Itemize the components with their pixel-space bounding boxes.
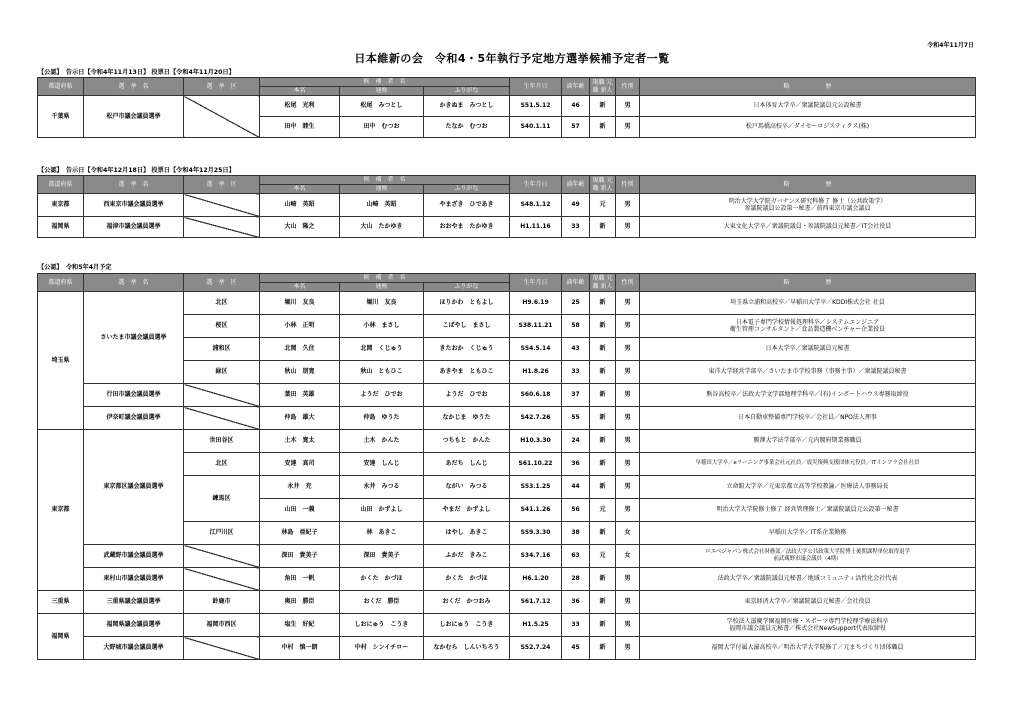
birth-cell: H6.1.20 [510,568,562,591]
candidate-table [37,175,976,238]
tsusho-cell: 安達 しんじ [340,453,424,476]
career-cell: 早稲田大学卒／IT系企業勤務 [640,522,976,545]
age-cell: 55 [562,407,590,430]
document-date: 令和4年11月7日 [927,42,974,49]
gender-cell: 男 [616,217,640,238]
furigana-cell: なかむら しんいちろう [424,637,510,660]
gender-cell: 男 [616,117,640,138]
name-cell: 林島 亜紀子 [260,522,340,545]
birth-cell: S34.7.16 [510,545,562,568]
age-cell: 33 [562,614,590,637]
district-cell-empty [184,384,260,407]
tsusho-cell: 深田 貴美子 [340,545,424,568]
tsusho-cell: おくだ 勝臣 [340,591,424,614]
header-birth: 生年月日 [510,274,562,292]
status-cell: 新 [590,453,616,476]
furigana-cell: おくだ かつおみ [424,591,510,614]
district-cell: 北区 [184,292,260,315]
status-cell: 新 [590,476,616,499]
district-cell-empty [184,407,260,430]
birth-cell: S61.10.22 [510,453,562,476]
status-cell: 新 [590,614,616,637]
gender-cell: 男 [616,614,640,637]
name-cell: 葉田 英雄 [260,384,340,407]
furigana-cell: やまざき ひであき [424,194,510,217]
pref-cell: 三重県 [38,591,84,614]
status-cell: 新 [590,217,616,238]
furigana-cell: ふかだ きみこ [424,545,510,568]
header-birth: 生年月日 [510,176,562,194]
section-heading: 【公認】 告示日【令和4年11月13日】 投票日【令和4年11月20日】 [38,69,235,76]
election-cell: 福津市議会議員選挙 [84,217,184,238]
name-cell: 田中 睦生 [260,117,340,138]
header-district: 選 挙 区 [184,274,260,292]
career-cell: 明治大学大学院修士修了 経営管理修士／衆議院議員元公設第一秘書 [640,499,976,522]
furigana-cell: かきぬま みつとし [424,96,510,117]
tsusho-cell: 山田 かずよし [340,499,424,522]
election-cell: さいたま市議会議員選挙 [84,292,184,384]
header-career: 略 歴 [640,176,976,194]
gender-cell: 男 [616,407,640,430]
status-cell: 新 [590,117,616,138]
name-cell: 塩生 好紀 [260,614,340,637]
status-cell: 元 [590,499,616,522]
election-cell: 武蔵野市議会議員選挙 [84,545,184,568]
tsusho-cell: 堀川 友良 [340,292,424,315]
header-tsusho: 通称 [340,87,424,96]
age-cell: 56 [562,499,590,522]
age-cell: 28 [562,568,590,591]
section-heading: 【公認】 告示日【令和4年12月18日】 投票日【令和4年12月25日】 [38,167,235,174]
election-cell: 東京都区議会議員選挙 [84,430,184,545]
pref-cell: 埼玉県 [38,292,84,430]
election-cell: 伊奈町議会議員選挙 [84,407,184,430]
election-cell: 福岡県議会議員選挙 [84,614,184,637]
header-age: 満年齢 [562,78,590,96]
furigana-cell: しおにゅう こうき [424,614,510,637]
career-cell: 日本自動車整備専門学校卒／会社員／NPO法人理事 [640,407,976,430]
district-cell: 鈴鹿市 [184,591,260,614]
name-cell: 中村 慎一朗 [260,637,340,660]
gender-cell: 男 [616,430,640,453]
furigana-cell: あきやま ともひこ [424,361,510,384]
furigana-cell: はやし あきこ [424,522,510,545]
gender-cell: 男 [616,476,640,499]
header-age: 満年齢 [562,274,590,292]
age-cell: 43 [562,338,590,361]
tsusho-cell: 松尾 みつとし [340,96,424,117]
age-cell: 36 [562,591,590,614]
age-cell: 33 [562,217,590,238]
document-title: 日本維新の会 令和4・5年執行予定地方選挙候補予定者一覧 [354,52,670,65]
age-cell: 37 [562,384,590,407]
tsusho-cell: しおにゅう こうき [340,614,424,637]
birth-cell: H1.8.26 [510,361,562,384]
birth-cell: S51.5.12 [510,96,562,117]
career-cell: 東京経済大学卒／衆議院議員元秘書／会社役員 [640,591,976,614]
name-cell: 安達 真司 [260,453,340,476]
tsusho-cell: 小林 まさし [340,315,424,338]
header-honmyo: 本名 [260,283,340,292]
header-district: 選 挙 区 [184,78,260,96]
furigana-cell: ほりかわ ともよし [424,292,510,315]
gender-cell: 男 [616,591,640,614]
furigana-cell: つちもと かんた [424,430,510,453]
furigana-cell: あだち しんじ [424,453,510,476]
district-cell-empty [184,194,260,217]
status-cell: 新 [590,568,616,591]
furigana-cell: きたおか くじゅう [424,338,510,361]
career-cell: 学校法人滋慶学園福岡医療・スポーツ専門学校理学療法科卒 福岡市議会議員元秘書／株式会社NewSupport代表取締役 [640,614,976,637]
name-cell: 角田 一帆 [260,568,340,591]
age-cell: 36 [562,453,590,476]
gender-cell: 女 [616,545,640,568]
career-cell: 埼玉県立浦和高校卒／早稲田大学卒／KDDI株式会社 社員 [640,292,976,315]
gender-cell: 女 [616,522,640,545]
header-district: 選 挙 区 [184,176,260,194]
status-cell: 新 [590,522,616,545]
name-cell: 深田 貴美子 [260,545,340,568]
district-cell: 緑区 [184,361,260,384]
name-cell: 小林 正明 [260,315,340,338]
birth-cell: S48.1.12 [510,194,562,217]
furigana-cell: たなか むつお [424,117,510,138]
status-cell: 新 [590,637,616,660]
header-honmyo: 本名 [260,87,340,96]
district-cell-empty [184,637,260,660]
district-cell: 福岡市西区 [184,614,260,637]
header-career: 略 歴 [640,78,976,96]
name-cell: 秋山 朋寛 [260,361,340,384]
header-election: 選 挙 名 [84,78,184,96]
election-cell: 東村山市議会議員選挙 [84,568,184,591]
birth-cell: H1.5.25 [510,614,562,637]
candidate-table [37,273,976,660]
birth-cell: H1.11.16 [510,217,562,238]
career-cell: 福岡大学付属大濠高校卒／明治大学大学院修了／元まちづくり団体職員 [640,637,976,660]
tsusho-cell: 大山 たかゆき [340,217,424,238]
section-heading: 【公認】 令和5年4月予定 [38,264,112,271]
gender-cell: 男 [616,338,640,361]
tsusho-cell: 永井 みつる [340,476,424,499]
header-pref: 都道府県 [38,78,84,96]
career-cell: 日本電子専門学校情報処理科卒／システムエンジニア 衛生管理コンサルタント／食品製造機ベンチャー企業役員 [640,315,976,338]
district-cell-empty [184,217,260,238]
tsusho-cell: 土木 かんた [340,430,424,453]
name-cell: 土木 寛太 [260,430,340,453]
pref-cell: 東京都 [38,430,84,591]
header-status: 現職 元職 新人 [590,78,616,96]
district-cell: 江戸川区 [184,522,260,545]
age-cell: 49 [562,194,590,217]
career-cell: 松戸馬橋高校卒／ダイセーロジスティクス(株) [640,117,976,138]
career-cell: 早稲田大学卒／eラーニング事業会社元社員／震災復興支援団体元役員／ITインフラ会社社員 [640,453,976,476]
name-cell: 山崎 英昭 [260,194,340,217]
district-cell-empty [184,96,260,138]
candidate-table [37,77,976,138]
election-cell: 松戸市議会議員選挙 [84,96,184,138]
birth-cell: S38.11.21 [510,315,562,338]
gender-cell: 男 [616,384,640,407]
career-cell: 立命館大学卒／元東京都立高等学校教諭／医療法人事務局長 [640,476,976,499]
career-cell: 日本体育大学卒／衆議院議員元公設秘書 [640,96,976,117]
birth-cell: H10.3.30 [510,430,562,453]
age-cell: 57 [562,117,590,138]
district-cell: 北区 [184,453,260,476]
status-cell: 新 [590,96,616,117]
age-cell: 38 [562,522,590,545]
header-furigana: ふりがな [424,185,510,194]
age-cell: 44 [562,476,590,499]
birth-cell: S54.5.14 [510,338,562,361]
status-cell: 新 [590,591,616,614]
status-cell: 新 [590,292,616,315]
header-age: 満年齢 [562,176,590,194]
district-cell: 桜区 [184,315,260,338]
header-tsusho: 通称 [340,283,424,292]
header-furigana: ふりがな [424,283,510,292]
age-cell: 63 [562,545,590,568]
status-cell: 新 [590,361,616,384]
name-cell: 仲島 雄大 [260,407,340,430]
birth-cell: S52.7.24 [510,637,562,660]
career-cell: 日本大学卒／衆議院議員元秘書 [640,338,976,361]
tsusho-cell: 中村 シンイチロー [340,637,424,660]
header-pref: 都道府県 [38,176,84,194]
status-cell: 新 [590,430,616,453]
status-cell: 元 [590,194,616,217]
furigana-cell: やまだ かずよし [424,499,510,522]
birth-cell: S59.3.30 [510,522,562,545]
career-cell: 法政大学卒／衆議院議員元秘書／地域コミュニティ活性化会社代表 [640,568,976,591]
birth-cell: S41.1.26 [510,499,562,522]
career-cell: 駒澤大学法学部卒／元内閣府期業務職員 [640,430,976,453]
name-cell: 大山 隆之 [260,217,340,238]
tsusho-cell: 北岡 くじゅう [340,338,424,361]
header-election: 選 挙 名 [84,274,184,292]
tsusho-cell: 田中 むつお [340,117,424,138]
career-cell: 熊谷高校卒／法政大学文学部地理学科卒／(有)インポートハウス専務取締役 [640,384,976,407]
district-cell-empty [184,568,260,591]
career-cell: ロエベジャパン株式会社財務部／法政大学公共政策大学院博士後期課程単位取得退学 前武蔵野市議会議員（4期） [640,545,976,568]
gender-cell: 男 [616,315,640,338]
birth-cell: S53.1.25 [510,476,562,499]
pref-cell: 千葉県 [38,96,84,138]
header-status: 現職 元職 新人 [590,274,616,292]
birth-cell: S42.7.26 [510,407,562,430]
name-cell: 北岡 久住 [260,338,340,361]
election-cell: 三重県議会議員選挙 [84,591,184,614]
furigana-cell: おおやま たかゆき [424,217,510,238]
furigana-cell: ながい みつる [424,476,510,499]
name-cell: 堀川 友良 [260,292,340,315]
birth-cell: H9.6.19 [510,292,562,315]
tsusho-cell: 秋山 ともひこ [340,361,424,384]
district-cell: 練馬区 [184,476,260,522]
district-cell-empty [184,545,260,568]
status-cell: 新 [590,384,616,407]
age-cell: 46 [562,96,590,117]
birth-cell: S60.6.18 [510,384,562,407]
tsusho-cell: 仲島 ゆうた [340,407,424,430]
header-pref: 都道府県 [38,274,84,292]
header-status: 現職 元職 新人 [590,176,616,194]
furigana-cell: ようだ ひでお [424,384,510,407]
header-honmyo: 本名 [260,185,340,194]
age-cell: 58 [562,315,590,338]
birth-cell: S40.1.11 [510,117,562,138]
status-cell: 新 [590,315,616,338]
gender-cell: 男 [616,637,640,660]
age-cell: 25 [562,292,590,315]
gender-cell: 男 [616,453,640,476]
status-cell: 新 [590,338,616,361]
age-cell: 24 [562,430,590,453]
pref-cell: 福岡県 [38,614,84,660]
furigana-cell: なかじま ゆうた [424,407,510,430]
tsusho-cell: ようだ ひでお [340,384,424,407]
age-cell: 33 [562,361,590,384]
district-cell: 世田谷区 [184,430,260,453]
header-tsusho: 通称 [340,185,424,194]
gender-cell: 男 [616,361,640,384]
header-election: 選 挙 名 [84,176,184,194]
gender-cell: 男 [616,499,640,522]
pref-cell: 東京都 [38,194,84,217]
election-cell: 西東京市議会議員選挙 [84,194,184,217]
header-candidate: 候 補 者 名 [260,78,510,87]
election-cell: 大野城市議会議員選挙 [84,637,184,660]
district-cell: 浦和区 [184,338,260,361]
status-cell: 新 [590,407,616,430]
header-gender: 性別 [616,274,640,292]
header-furigana: ふりがな [424,87,510,96]
furigana-cell: かくた かづほ [424,568,510,591]
gender-cell: 男 [616,96,640,117]
gender-cell: 男 [616,568,640,591]
header-gender: 性別 [616,78,640,96]
career-cell: 東洋大学経営学部卒／さいたま市学校事務（事務主事）／衆議院議員秘書 [640,361,976,384]
name-cell: 奥田 勝臣 [260,591,340,614]
name-cell: 松尾 光利 [260,96,340,117]
career-cell: 明治大学大学院ガバナンス研究科修了 修士（公共政策学） 参議院議員公設第一秘書／前西東京市議会議員 [640,194,976,217]
furigana-cell: こばやし まさし [424,315,510,338]
pref-cell: 福岡県 [38,217,84,238]
age-cell: 45 [562,637,590,660]
header-birth: 生年月日 [510,78,562,96]
header-career: 略 歴 [640,274,976,292]
election-cell: 行田市議会議員選挙 [84,384,184,407]
tsusho-cell: 山崎 英昭 [340,194,424,217]
status-cell: 元 [590,545,616,568]
career-cell: 大東文化大学卒／衆議院議員・参議院議員元秘書／IT会社役員 [640,217,976,238]
header-gender: 性別 [616,176,640,194]
header-candidate: 候 補 者 名 [260,176,510,185]
tsusho-cell: 林 あきこ [340,522,424,545]
tsusho-cell: かくた かづほ [340,568,424,591]
gender-cell: 男 [616,292,640,315]
gender-cell: 男 [616,194,640,217]
name-cell: 山田 一義 [260,499,340,522]
birth-cell: S61.7.12 [510,591,562,614]
header-candidate: 候 補 者 名 [260,274,510,283]
name-cell: 永井 充 [260,476,340,499]
